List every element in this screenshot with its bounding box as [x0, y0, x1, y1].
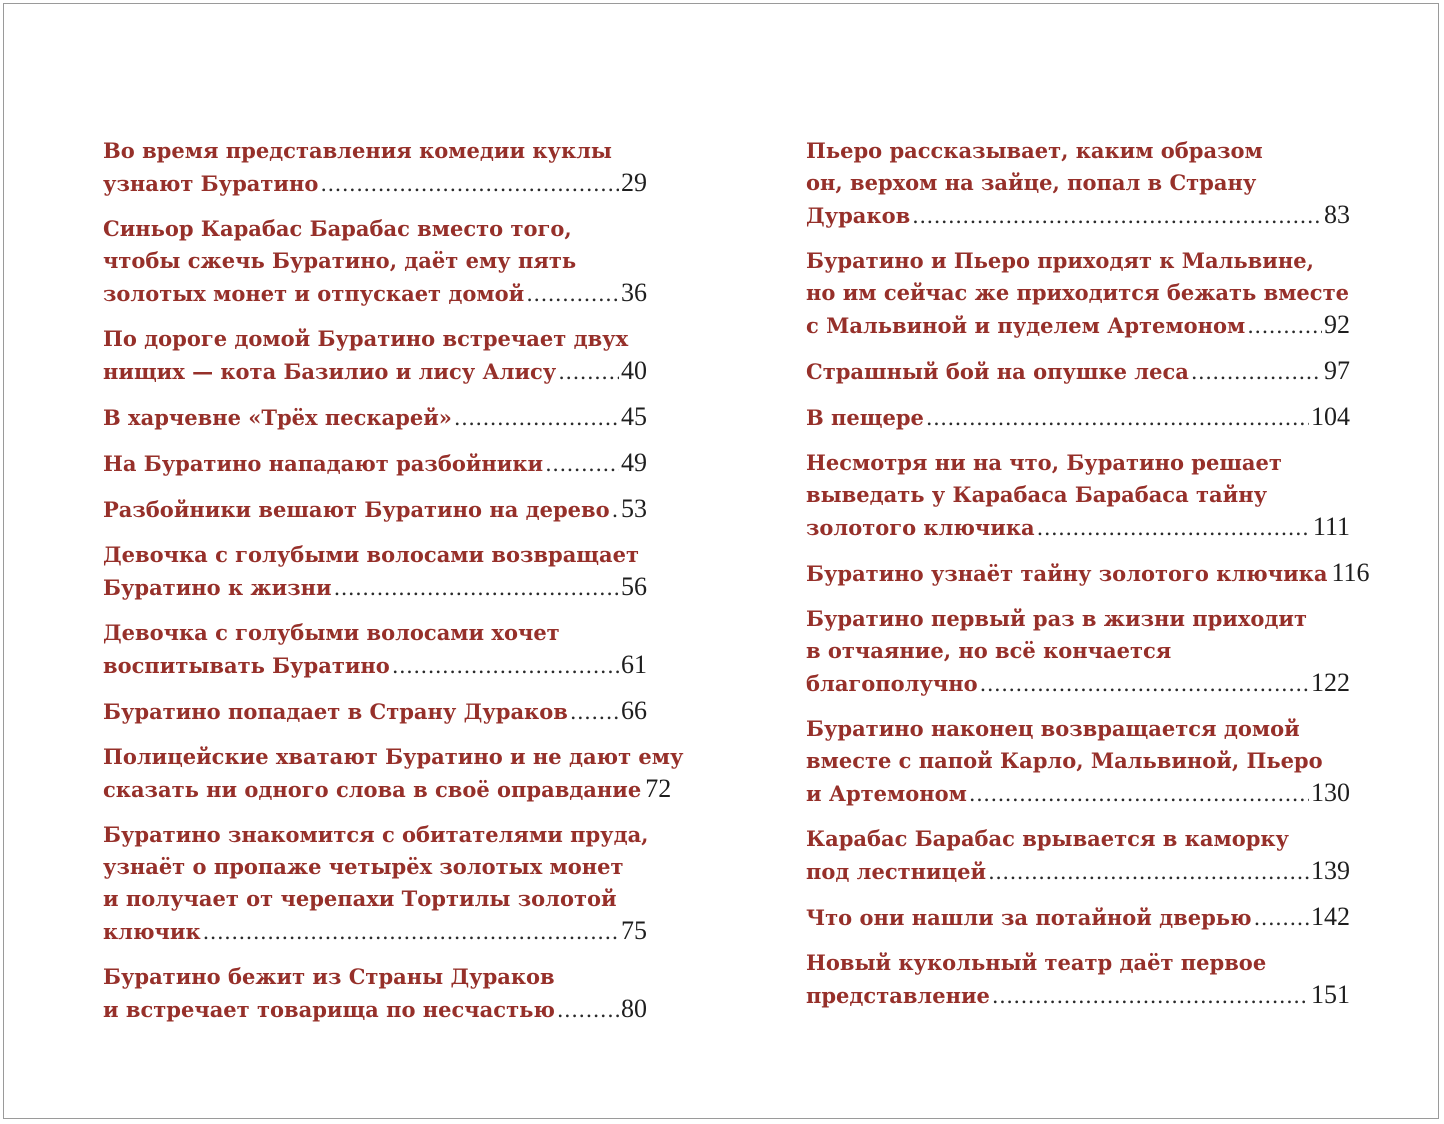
toc-entry-title-line: Во время представления комедии куклы: [103, 138, 612, 163]
toc-entry-title-line: чтобы сжечь Буратино, даёт ему пять: [103, 248, 577, 273]
toc-entry-title-line: На Буратино нападают разбойники: [103, 451, 544, 476]
toc-entry[interactable]: [806, 447, 1350, 544]
toc-entry-title-line: Карабас Барабас врывается в каморку: [806, 826, 1289, 851]
toc-entry[interactable]: [103, 695, 647, 728]
toc-entry-last-line: [806, 979, 1350, 1012]
toc-entry-title-line: и Артемоном: [806, 781, 967, 806]
toc-entry-last-line: [103, 493, 647, 526]
dot-leader: [557, 994, 619, 1026]
page-number: 92: [1324, 310, 1350, 339]
page-number: 45: [621, 402, 647, 431]
dot-leader: [1191, 356, 1322, 388]
page-number: 111: [1312, 512, 1350, 541]
toc-entry-title-line: Страшный бой на опушке леса: [806, 359, 1189, 384]
toc-entry-title-line: Девочка с голубыми волосами хочет: [103, 620, 560, 645]
toc-entry-last-line: [806, 309, 1350, 342]
toc-entry[interactable]: [103, 819, 647, 948]
dot-leader: [203, 916, 619, 948]
toc-entry[interactable]: [103, 323, 647, 388]
dot-leader: [969, 778, 1309, 810]
toc-entry-title-line: с Мальвиной и пуделем Артемоном: [806, 313, 1246, 338]
dot-leader: [980, 668, 1309, 700]
toc-entry-last-line: [806, 401, 1350, 434]
toc-entry-last-line: [806, 355, 1350, 388]
page-number: 142: [1311, 902, 1350, 931]
toc-entry[interactable]: [806, 245, 1350, 342]
toc-entry[interactable]: [103, 741, 684, 806]
toc-entry-title-line: воспитывать Буратино: [103, 653, 390, 678]
toc-entry[interactable]: [103, 617, 647, 682]
toc-entry-title-line: В харчевне «Трёх пескарей»: [103, 405, 452, 430]
toc-entry-title-line: Буратино знакомится с обитателями пруда,: [103, 822, 649, 847]
toc-entry-last-line: [806, 777, 1350, 810]
toc-entry-title-line: Девочка с голубыми волосами возвращает: [103, 542, 640, 567]
toc-entry-last-line: [103, 401, 647, 434]
page-number: 56: [621, 572, 647, 601]
toc-entry-title-line: Пьеро рассказывает, каким образом: [806, 138, 1263, 163]
toc-entry-title-line: Новый кукольный театр даёт первое: [806, 950, 1267, 975]
toc-entry[interactable]: [806, 823, 1350, 888]
dot-leader: [570, 696, 619, 728]
toc-entry-title-line: узнают Буратино: [103, 171, 319, 196]
toc-entry-title-line: Буратино первый раз в жизни приходит: [806, 606, 1307, 631]
dot-leader: [1254, 902, 1309, 934]
toc-entry-title-line: Синьор Карабас Барабас вместо того,: [103, 216, 572, 241]
toc-entry-title-line: Полицейские хватают Буратино и не дают ему: [103, 744, 684, 769]
toc-entry-title-line: под лестницей: [806, 859, 987, 884]
page-number: 29: [621, 168, 647, 197]
dot-leader: [988, 856, 1309, 888]
toc-entry-last-line: [103, 447, 647, 480]
page-number: 75: [621, 916, 647, 945]
toc-entry-title-line: вместе с папой Карло, Мальвиной, Пьеро: [806, 748, 1323, 773]
dot-leader: [1247, 310, 1322, 342]
dot-leader: [912, 200, 1322, 232]
toc-entry-title-line: нищих — кота Базилио и лису Алису: [103, 359, 557, 384]
toc-entry[interactable]: [806, 901, 1350, 934]
toc-entry[interactable]: [103, 961, 647, 1026]
toc-entry-title-line: Буратино бежит из Страны Дураков: [103, 964, 555, 989]
dot-leader: [334, 572, 619, 604]
toc-entry-title-line: Буратино попадает в Страну Дураков: [103, 699, 568, 724]
toc-entry-last-line: [806, 557, 1370, 590]
dot-leader: [545, 448, 619, 480]
toc-column-left: [103, 135, 684, 1039]
toc-entry[interactable]: [103, 493, 647, 526]
toc-entry-last-line: [103, 167, 647, 200]
toc-entry-title-line: но им сейчас же приходится бежать вместе: [806, 280, 1349, 305]
dot-leader: [392, 650, 619, 682]
page-number: 61: [621, 650, 647, 679]
toc-entry-last-line: [103, 277, 647, 310]
page-number: 83: [1324, 200, 1350, 229]
dot-leader: [612, 494, 619, 526]
page-number: 104: [1311, 402, 1350, 431]
page-number: 36: [621, 278, 647, 307]
dot-leader: [926, 402, 1309, 434]
toc-entry-title-line: В пещере: [806, 405, 924, 430]
toc-entry-last-line: [103, 695, 647, 728]
page-number: 49: [621, 448, 647, 477]
toc-entry-title-line: Несмотря ни на что, Буратино решает: [806, 450, 1282, 475]
toc-entry-title-line: представление: [806, 983, 990, 1008]
toc-entry-title-line: выведать у Карабаса Барабаса тайну: [806, 482, 1268, 507]
toc-entry-title-line: сказать ни одного слова в своё оправдание: [103, 777, 642, 802]
toc-entry[interactable]: [103, 213, 647, 310]
toc-entry-title-line: Буратино к жизни: [103, 575, 332, 600]
toc-entry-title-line: Дураков: [806, 203, 911, 228]
page-number: 72: [645, 774, 672, 803]
toc-entry[interactable]: [806, 557, 1370, 590]
toc-entry-last-line: [806, 855, 1350, 888]
toc-entry-title-line: По дороге домой Буратино встречает двух: [103, 326, 629, 351]
toc-entry-last-line: [103, 993, 647, 1026]
toc-entry-last-line: [103, 355, 647, 388]
toc-entry[interactable]: [103, 539, 647, 604]
toc-entry-title-line: узнаёт о пропаже четырёх золотых монет: [103, 854, 624, 879]
dot-leader: [454, 402, 619, 434]
toc-entry-title-line: Разбойники вешают Буратино на дерево: [103, 497, 610, 522]
toc-entry[interactable]: [806, 713, 1350, 810]
toc-entry-last-line: [103, 571, 647, 604]
toc-entry-title-line: золотых монет и отпускает домой: [103, 281, 525, 306]
toc-entry[interactable]: [103, 447, 647, 480]
toc-entry-title-line: он, верхом на зайце, попал в Страну: [806, 170, 1257, 195]
page-number: 80: [621, 994, 647, 1023]
toc-entry-title-line: золотого ключика: [806, 515, 1035, 540]
page-number: 151: [1311, 980, 1350, 1009]
toc-entry-title-line: Буратино узнаёт тайну золотого ключика: [806, 561, 1328, 586]
toc-entry[interactable]: [806, 603, 1350, 700]
toc-entry-title-line: Что они нашли за потайной дверью: [806, 905, 1252, 930]
page-number: 139: [1311, 856, 1350, 885]
page-number: 130: [1311, 778, 1350, 807]
toc-entry-title-line: Буратино наконец возвращается домой: [806, 716, 1300, 741]
dot-leader: [1037, 512, 1311, 544]
page-number: 40: [621, 356, 647, 385]
toc-entry-last-line: [103, 915, 647, 948]
toc-entry-title-line: и получает от черепахи Тортилы золотой: [103, 886, 617, 911]
toc-entry-title-line: благополучно: [806, 671, 978, 696]
toc-entry[interactable]: [103, 135, 647, 200]
toc-entry[interactable]: [806, 947, 1350, 1012]
page-number: 122: [1311, 668, 1350, 697]
toc-entry-title-line: ключик: [103, 919, 201, 944]
toc-entry[interactable]: [103, 401, 647, 434]
dot-leader: [558, 356, 619, 388]
toc-entry-title-line: и встречает товарища по несчастью: [103, 997, 555, 1022]
toc-entry-title-line: Буратино и Пьеро приходят к Мальвине,: [806, 248, 1314, 273]
toc-entry[interactable]: [806, 401, 1350, 434]
toc-entry-last-line: [806, 667, 1350, 700]
dot-leader: [526, 278, 619, 310]
toc-entry-title-line: в отчаяние, но всё кончается: [806, 638, 1172, 663]
toc-entry[interactable]: [806, 355, 1350, 388]
page-number: 66: [621, 696, 647, 725]
toc-column-right: [806, 135, 1370, 1025]
page-number: 97: [1324, 356, 1350, 385]
toc-entry-last-line: [103, 773, 672, 806]
toc-entry-last-line: [806, 901, 1350, 934]
toc-entry-last-line: [806, 511, 1350, 544]
toc-entry-last-line: [806, 199, 1350, 232]
toc-entry[interactable]: [806, 135, 1350, 232]
page-number: 116: [1331, 558, 1370, 587]
dot-leader: [992, 980, 1309, 1012]
page-number: 53: [621, 494, 647, 523]
dot-leader: [320, 168, 619, 200]
toc-entry-last-line: [103, 649, 647, 682]
